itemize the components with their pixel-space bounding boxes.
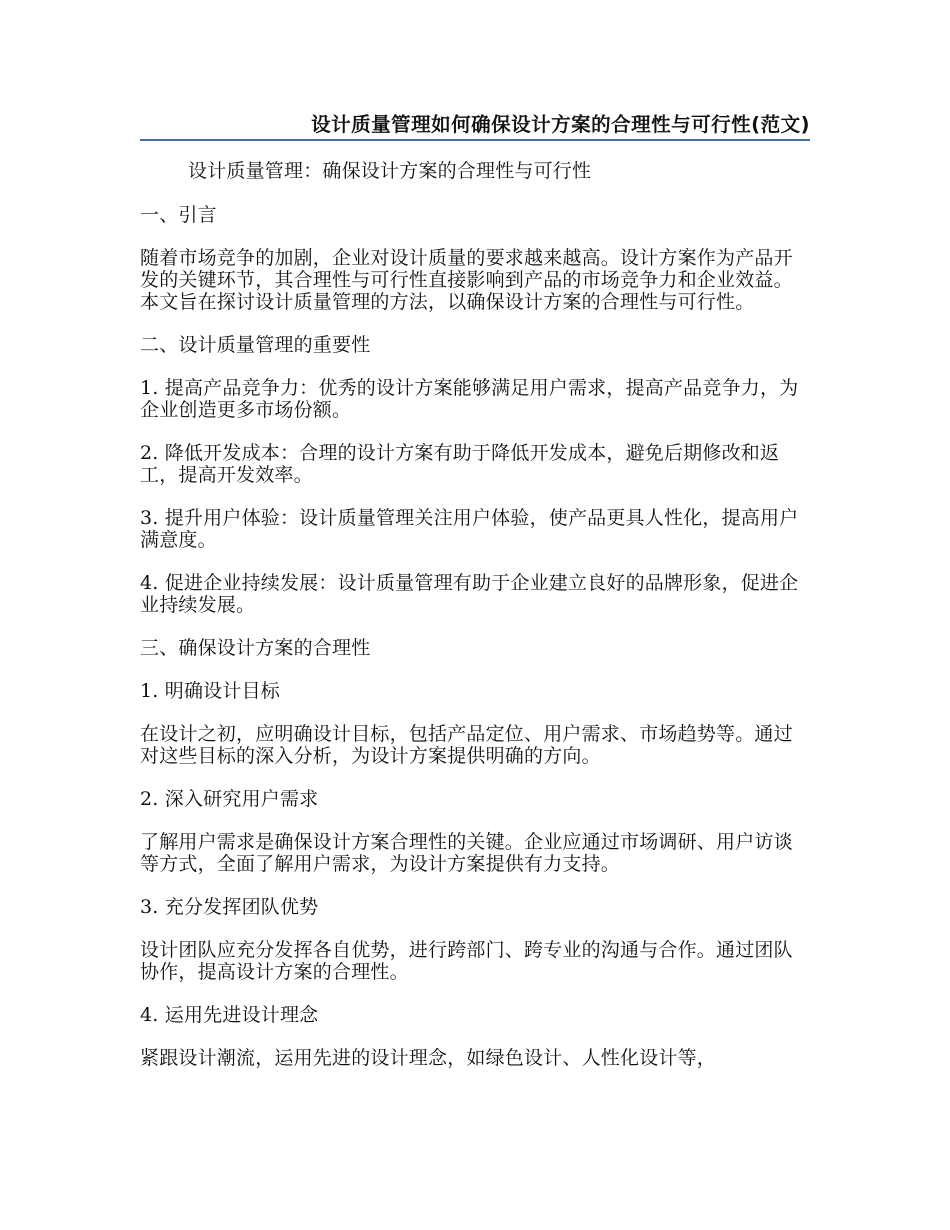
list-item-competitiveness: 1. 提高产品竞争力：优秀的设计方案能够满足用户需求，提高产品竞争力，为企业创造更多市场份额。 <box>140 377 799 421</box>
paragraph-introduction: 随着市场竞争的加剧，企业对设计质量的要求越来越高。设计方案作为产品开发的关键环节，其合理性与可行性直接影响到产品的市场竞争力和企业效益。本文旨在探讨设计质量管理的方法，以确保设计方案的合理性与可行性。 <box>140 247 793 313</box>
document-title: 设计质量管理如何确保设计方案的合理性与可行性(范文) <box>311 113 810 136</box>
document-subtitle: 设计质量管理：确保设计方案的合理性与可行性 <box>188 160 592 182</box>
paragraph-design-goals: 在设计之初，应明确设计目标，包括产品定位、用户需求、市场趋势等。通过对这些目标的深入分析，为设计方案提供明确的方向。 <box>140 723 793 767</box>
paragraph-team-advantages: 设计团队应充分发挥各自优势，进行跨部门、跨专业的沟通与合作。通过团队协作，提高设计方案的合理性。 <box>140 939 793 983</box>
subheading-team-advantages: 3. 充分发挥团队优势 <box>140 896 319 918</box>
section-heading-introduction: 一、引言 <box>140 204 217 226</box>
document-body <box>140 160 810 1090</box>
section-heading-rationality: 三、确保设计方案的合理性 <box>140 637 371 659</box>
subheading-design-goals: 1. 明确设计目标 <box>140 680 280 702</box>
section-heading-importance: 二、设计质量管理的重要性 <box>140 334 371 356</box>
paragraph-user-needs: 了解用户需求是确保设计方案合理性的关键。企业应通过市场调研、用户访谈等方式，全面了解用户需求，为设计方案提供有力支持。 <box>140 831 793 875</box>
list-item-sustainable-development: 4. 促进企业持续发展：设计质量管理有助于企业建立良好的品牌形象，促进企业持续发展。 <box>140 572 799 616</box>
subheading-user-needs: 2. 深入研究用户需求 <box>140 788 319 810</box>
paragraph-design-concepts: 紧跟设计潮流，运用先进的设计理念，如绿色设计、人性化设计等， <box>140 1047 717 1069</box>
subheading-design-concepts: 4. 运用先进设计理念 <box>140 1004 319 1026</box>
list-item-cost: 2. 降低开发成本：合理的设计方案有助于降低开发成本，避免后期修改和返工，提高开发效率。 <box>140 442 780 486</box>
title-underline <box>140 139 810 141</box>
list-item-user-experience: 3. 提升用户体验：设计质量管理关注用户体验，使产品更具人性化，提高用户满意度。 <box>140 507 799 551</box>
